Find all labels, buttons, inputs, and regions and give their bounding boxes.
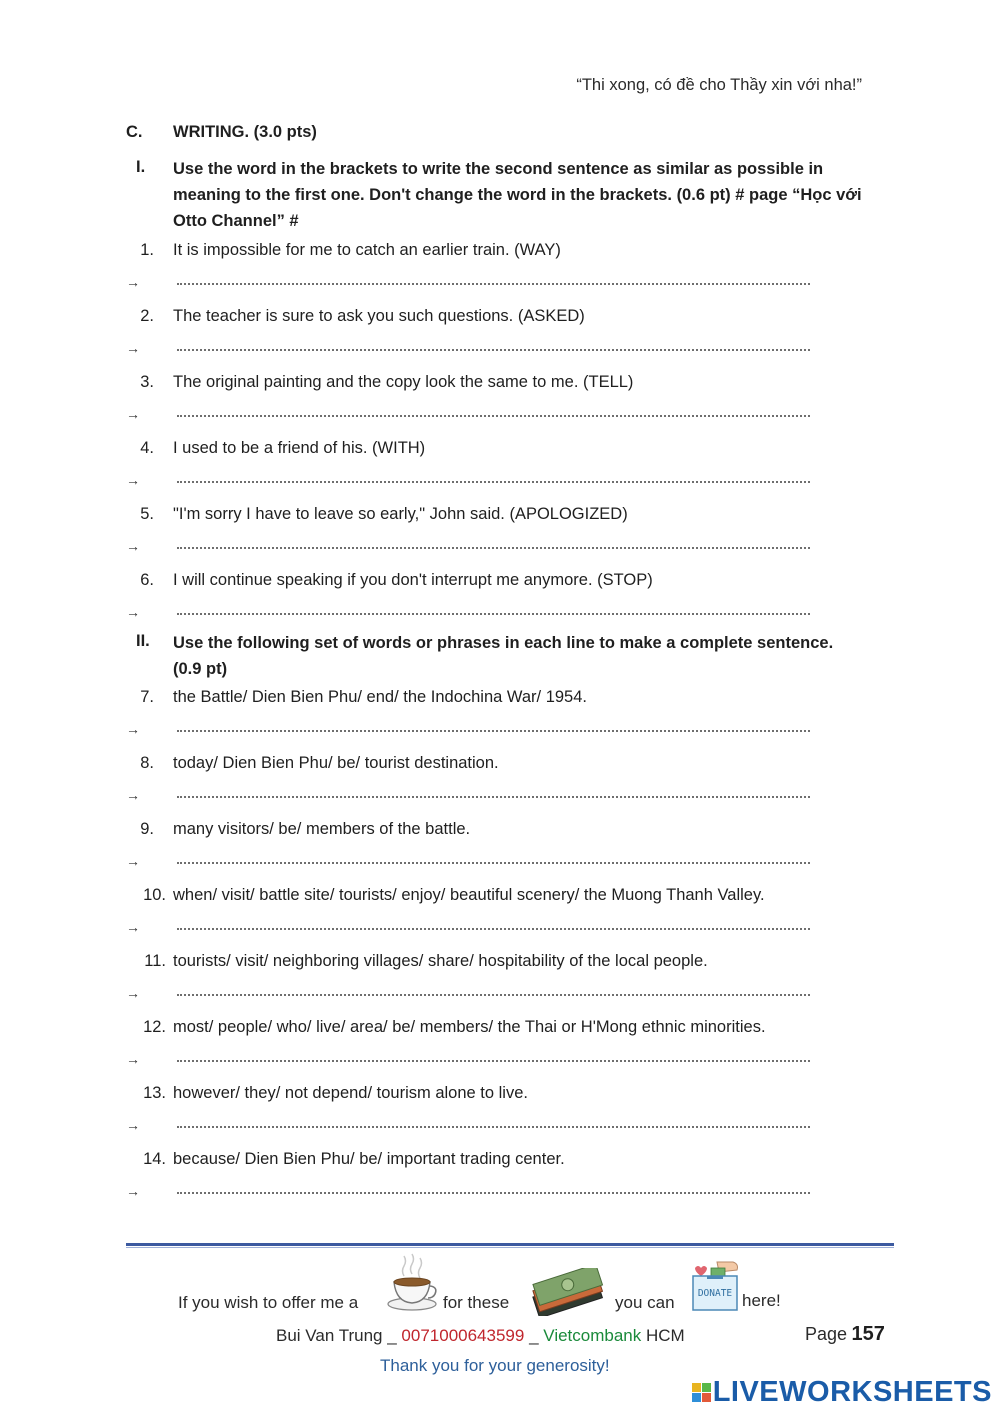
bank-city: HCM [645,1326,685,1345]
header-quote: “Thi xong, có đề cho Thầy xin với nha!” [576,76,862,94]
arrow-icon: → [126,538,140,554]
answer-line[interactable] [177,1192,810,1194]
answer-line[interactable] [177,994,810,996]
section-title: WRITING. (3.0 pts) [173,123,317,141]
question-number: 10. [143,886,166,904]
answer-line[interactable] [177,928,810,930]
arrow-icon: → [126,340,140,356]
account-number[interactable]: 0071000643599 [401,1326,525,1345]
question-number: 13. [143,1084,166,1102]
separator: _ [529,1326,539,1345]
answer-line[interactable] [177,283,810,285]
thanks-message: Thank you for your generosity! [380,1356,610,1375]
bank-name: Vietcombank [543,1326,642,1345]
question-text: The teacher is sure to ask you such questions. (ASKED) [173,307,585,325]
question-text: I used to be a friend of his. (WITH) [173,439,426,457]
footer-divider-thin [126,1247,894,1248]
question-text: the Battle/ Dien Bien Phu/ end/ the Indochina War/ 1954. [173,688,587,706]
account-line [276,1326,685,1346]
page-indicator [805,1323,885,1346]
arrow-icon: → [126,985,140,1001]
account-name: Bui Van Trung [276,1326,383,1345]
question-number: 12. [143,1018,166,1036]
part1-instruction: Use the word in the brackets to write the second sentence as similar as possible in meaning to the first one. Don't change the word in the brackets. (0.6 pt) # page “Học với Otto Channel” # [173,160,862,230]
arrow-icon: → [126,406,140,422]
question-text: most/ people/ who/ live/ area/ be/ members/ the Thai or H'Mong ethnic minorities. [173,1018,766,1036]
part2-instruction: Use the following set of words or phrases in each line to make a complete sentence. (0.9 pt) [173,634,834,678]
coffee-cup-icon [386,1252,438,1319]
question-number: 8. [140,754,154,772]
part2-number: II. [136,632,150,650]
question-text: The original painting and the copy look the same to me. (TELL) [173,373,634,391]
arrow-icon: → [126,919,140,935]
question-number: 1. [140,241,154,259]
arrow-icon: → [126,472,140,488]
question-text: when/ visit/ battle site/ tourists/ enjoy/ beautiful scenery/ the Muong Thanh Valley. [173,886,765,904]
answer-line[interactable] [177,1060,810,1062]
question-number: 2. [140,307,154,325]
question-text: It is impossible for me to catch an earlier train. (WAY) [173,241,561,259]
question-text: many visitors/ be/ members of the battle. [173,820,471,838]
offer-suffix-a: you can [615,1293,675,1312]
arrow-icon: → [126,604,140,620]
separator: _ [387,1326,397,1345]
question-number: 6. [140,571,154,589]
liveworksheets-logo[interactable] [692,1376,992,1409]
question-text: however/ they/ not depend/ tourism alone to live. [173,1084,528,1102]
answer-line[interactable] [177,613,810,615]
arrow-icon: → [126,274,140,290]
arrow-icon: → [126,787,140,803]
question-number: 4. [140,439,154,457]
arrow-icon: → [126,1117,140,1133]
answer-line[interactable] [177,1126,810,1128]
arrow-icon: → [126,721,140,737]
part1-number: I. [136,158,146,176]
question-number: 3. [140,373,154,391]
arrow-icon: → [126,1183,140,1199]
answer-line[interactable] [177,415,810,417]
arrow-icon: → [126,853,140,869]
money-stack-icon [527,1268,609,1321]
question-number: 5. [140,505,154,523]
question-text: because/ Dien Bien Phu/ be/ important trading center. [173,1150,565,1168]
answer-line[interactable] [177,349,810,351]
offer-suffix-b: here! [742,1291,781,1310]
question-number: 7. [140,688,154,706]
page-number: 157 [851,1323,885,1345]
question-text: "I'm sorry I have to leave so early," John said. (APOLOGIZED) [173,505,628,523]
question-text: today/ Dien Bien Phu/ be/ tourist destination. [173,754,499,772]
answer-line[interactable] [177,481,810,483]
donate-label: DONATE [697,1288,733,1299]
liveworksheets-logo-text: LIVEWORKSHEETS [712,1376,992,1408]
question-text: tourists/ visit/ neighboring villages/ share/ hospitability of the local people. [173,952,708,970]
question-number: 9. [140,820,154,838]
answer-line[interactable] [177,547,810,549]
answer-line[interactable] [177,796,810,798]
footer-divider [126,1243,894,1246]
offer-middle: for these [443,1293,510,1312]
question-number: 11. [144,952,166,970]
answer-line[interactable] [177,730,810,732]
answer-line[interactable] [177,862,810,864]
liveworksheets-logo-icon [692,1383,711,1402]
question-text: I will continue speaking if you don't interrupt me anymore. (STOP) [173,571,653,589]
arrow-icon: → [126,1051,140,1067]
offer-prefix: If you wish to offer me a [178,1293,359,1312]
question-number: 14. [143,1150,166,1168]
page-label: Page [805,1324,848,1344]
section-letter: C. [126,123,143,141]
donate-box-icon[interactable] [689,1258,741,1312]
